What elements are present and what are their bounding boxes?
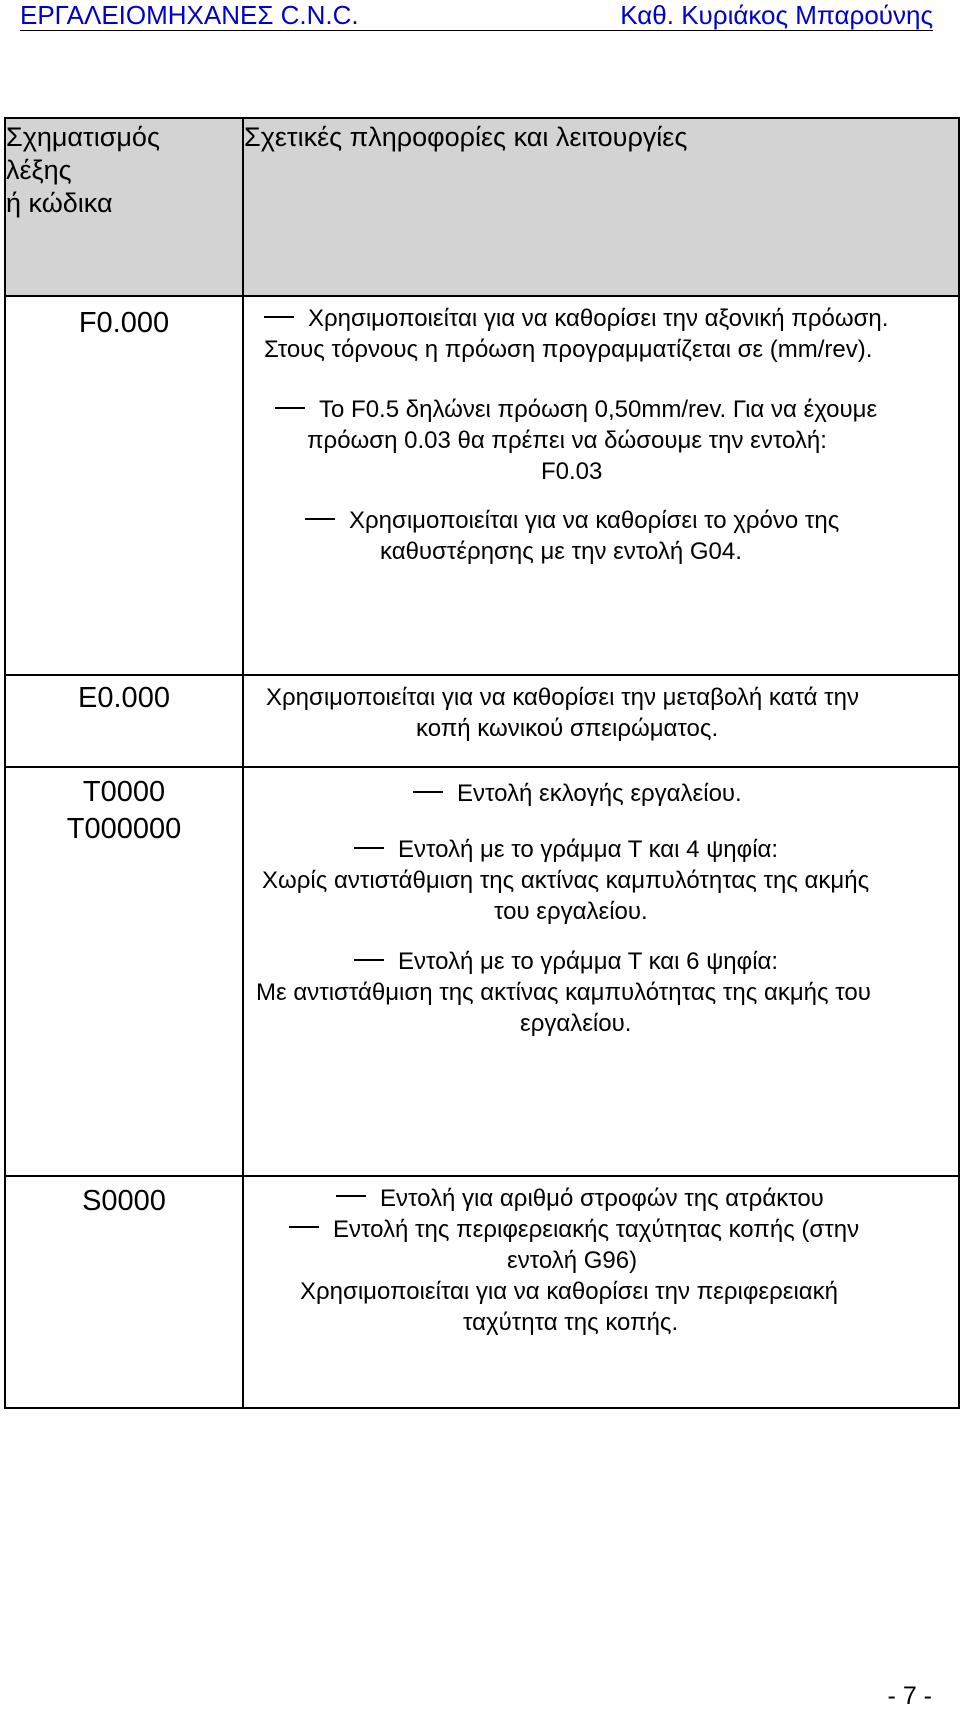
code-s: S0000 xyxy=(82,1184,166,1217)
dash-mark xyxy=(289,1226,319,1228)
info-line: Εντολή εκλογής εργαλείου. xyxy=(244,768,958,809)
commands-table xyxy=(4,117,960,1409)
table-row xyxy=(5,767,959,1175)
dash-mark xyxy=(336,1195,366,1197)
info-line: Με αντιστάθμιση της ακτίνας καμπυλότητας της ακμής του xyxy=(256,979,871,1007)
info-line: Στους τόρνους η πρόωση προγραμματίζεται σε (mm/rev). xyxy=(264,336,873,363)
dash-mark xyxy=(264,316,294,318)
info-cell xyxy=(243,675,959,767)
code-t-6: T000000 xyxy=(66,813,182,846)
info-line: Χρησιμοποιείται για να καθορίσει την περιφερειακή xyxy=(300,1277,839,1305)
table-row xyxy=(5,296,959,675)
page-number: - 7 - xyxy=(887,1682,932,1710)
dash-mark xyxy=(354,847,384,849)
header-code-line: Σχηματισμός xyxy=(6,122,160,152)
code-cell xyxy=(5,767,243,1175)
table-row xyxy=(5,675,959,767)
info-line: ταχύτητα της κοπής. xyxy=(463,1308,679,1336)
info-line: εργαλείου. xyxy=(520,1010,632,1038)
header-code-line: λέξης xyxy=(6,155,72,185)
header-code-line: ή κώδικα xyxy=(6,188,113,218)
info-line: του εργαλείου. xyxy=(494,898,648,926)
info-line: καθυστέρησης με την εντολή G04. xyxy=(380,538,742,565)
code-cell xyxy=(5,296,243,675)
code-cell xyxy=(5,1176,243,1408)
info-line: Το F0.5 δηλώνει πρόωση 0,50mm/rev. Για να έχουμε xyxy=(244,365,958,425)
info-line: Εντολή με το γράμμα Τ και 6 ψηφία: xyxy=(244,927,958,977)
dash-mark xyxy=(354,959,384,961)
table-row xyxy=(5,1176,959,1408)
info-line: Εντολή με το γράμμα Τ και 4 ψηφία: xyxy=(244,809,958,865)
info-line: πρόωση 0.03 θα πρέπει να δώσουμε την εντολή: xyxy=(307,427,827,454)
header-cell-info xyxy=(243,118,959,296)
header-info-text: Σχετικές πληροφορίες και λειτουργίες xyxy=(244,122,688,152)
header-cell-code xyxy=(5,118,243,296)
info-line: Χρησιμοποιείται για να καθορίσει την αξονική πρόωση. xyxy=(244,297,958,334)
code-e: E0.000 xyxy=(78,682,170,715)
running-header xyxy=(20,0,933,31)
info-cell xyxy=(243,767,959,1175)
info-line: Εντολή της περιφερειακής ταχύτητας κοπής (στην xyxy=(244,1214,958,1245)
info-line: F0.03 xyxy=(541,458,603,485)
info-line: Εντολή για αριθμό στροφών της ατράκτου xyxy=(244,1177,958,1214)
table-header-row xyxy=(5,118,959,296)
code-t-4: T0000 xyxy=(82,776,166,809)
info-line: εντολή G96) xyxy=(507,1246,638,1274)
info-line: Χρησιμοποιείται για να καθορίσει την μεταβολή κατά την xyxy=(266,684,859,712)
header-author: Καθ. Κυριάκος Μπαρούνης xyxy=(620,0,933,30)
dash-mark xyxy=(305,518,335,520)
info-line: Χρησιμοποιείται για να καθορίσει το χρόνο της xyxy=(244,487,958,536)
info-line: κοπή κωνικού σπειρώματος. xyxy=(416,715,719,743)
info-cell xyxy=(243,1176,959,1408)
code-f: F0.000 xyxy=(78,307,170,339)
info-line: Χωρίς αντιστάθμιση της ακτίνας καμπυλότητας της ακμής xyxy=(262,867,870,895)
info-cell xyxy=(243,296,959,675)
code-cell xyxy=(5,675,243,767)
header-title: ΕΡΓΑΛΕΙΟΜΗΧΑΝΕΣ C.N.C. xyxy=(20,0,359,30)
dash-mark xyxy=(275,407,305,409)
dash-mark xyxy=(413,791,443,793)
